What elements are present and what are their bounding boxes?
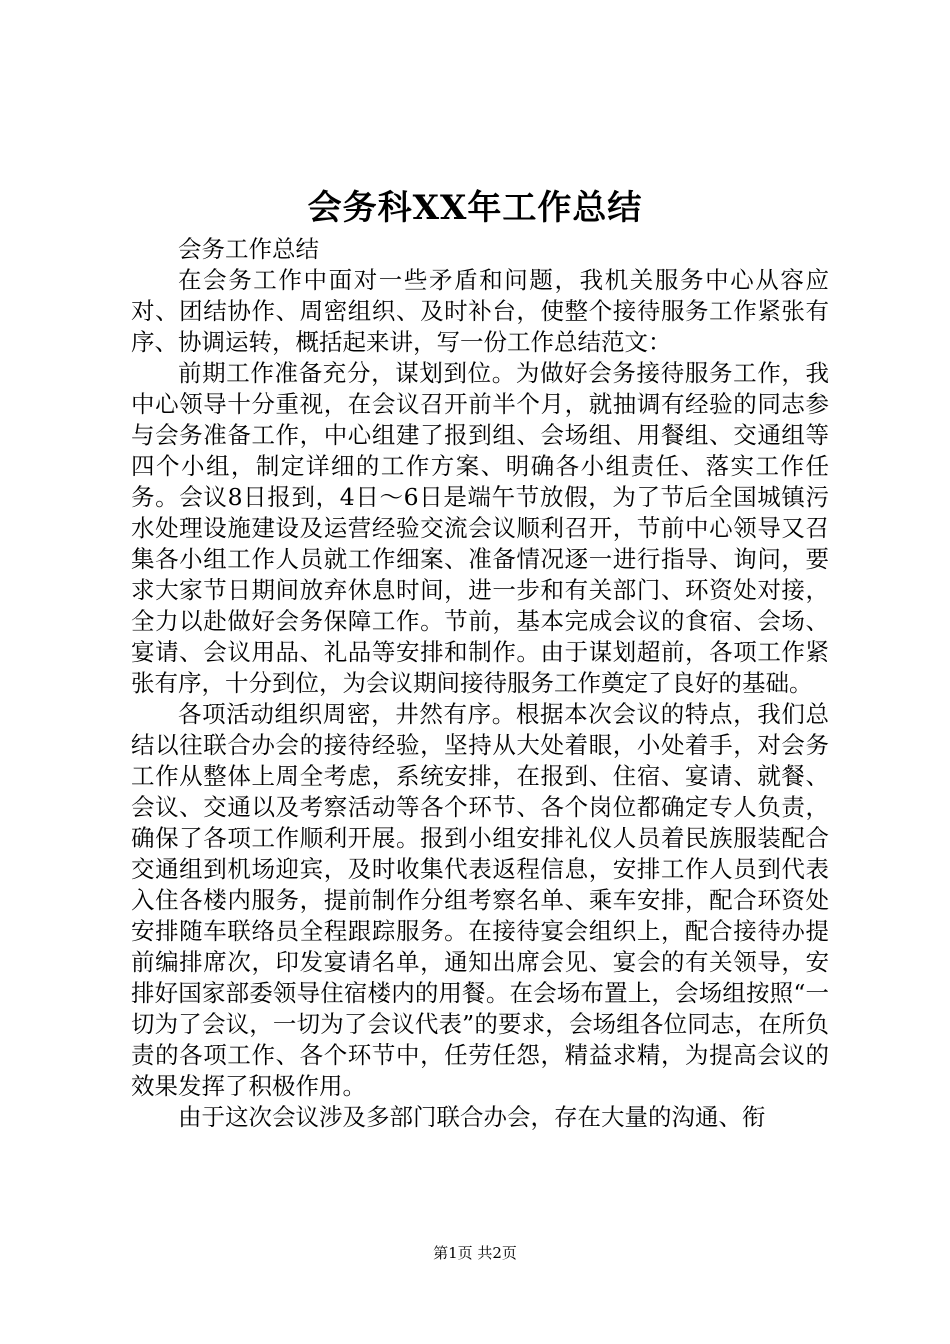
document-title: 会务科XX年工作总结 bbox=[307, 188, 643, 228]
paragraph-intro: 在会务工作中面对一些矛盾和问题，我机关服务中心从容应对、团结协作、周密组织、及时补台，使整个接待服务工作紧张有序、协调运转，概括起来讲，写一份工作总结范文： bbox=[131, 266, 829, 356]
page-number-footer: 第1页 共2页 bbox=[433, 1244, 517, 1262]
document-body bbox=[131, 234, 829, 1133]
paragraph-organization: 各项活动组织周密，井然有序。根据本次会议的特点，我们总结以往联合办会的接待经验，坚持从大处着眼，小处着手，对会务工作从整体上周全考虑，系统安排，在报到、住宿、宴请、就餐、会议、交通以及考察活动等各个环节、各个岗位都确定专人负责，确保了各项工作顺利开展。报到小组安排礼仪人员着民族服装配合交通组到机场迎宾，及时收集代表返程信息，安排工作人员到代表入住各楼内服务，提前制作分组考察名单、乘车安排，配合环资处安排随车联络员全程跟踪服务。在接待宴会组织上，配合接待办提前编排席次，印发宴请名单，通知出席会见、宴会的有关领导，安排好国家部委领导住宿楼内的用餐。在会场布置上，会场组按照“一切为了会议，一切为了会议代表”的要求，会场组各位同志，在所负责的各项工作、各个环节中，任劳任怨，精益求精，为提高会议的效果发挥了积极作用。 bbox=[131, 700, 829, 1100]
paragraph-subtitle: 会务工作总结 bbox=[178, 235, 319, 263]
paragraph-preparation: 前期工作准备充分，谋划到位。为做好会务接待服务工作，我中心领导十分重视，在会议召开前半个月，就抽调有经验的同志参与会务准备工作，中心组建了报到组、会场组、用餐组、交通组等四个小组，制定详细的工作方案、明确各小组责任、落实工作任务。会议8日报到，4日～6日是端午节放假，为了节后全国城镇污水处理设施建设及运营经验交流会议顺利召开，节前中心领导又召集各小组工作人员就工作细案、准备情况逐一进行指导、询问，要求大家节日期间放弃休息时间，进一步和有关部门、环资处对接，全力以赴做好会务保障工作。节前，基本完成会议的食宿、会场、宴请、会议用品、礼品等安排和制作。由于谋划超前，各项工作紧张有序，十分到位，为会议期间接待服务工作奠定了良好的基础。 bbox=[131, 359, 829, 697]
paragraph-coordination: 由于这次会议涉及多部门联合办会，存在大量的沟通、衔 bbox=[178, 1103, 766, 1131]
